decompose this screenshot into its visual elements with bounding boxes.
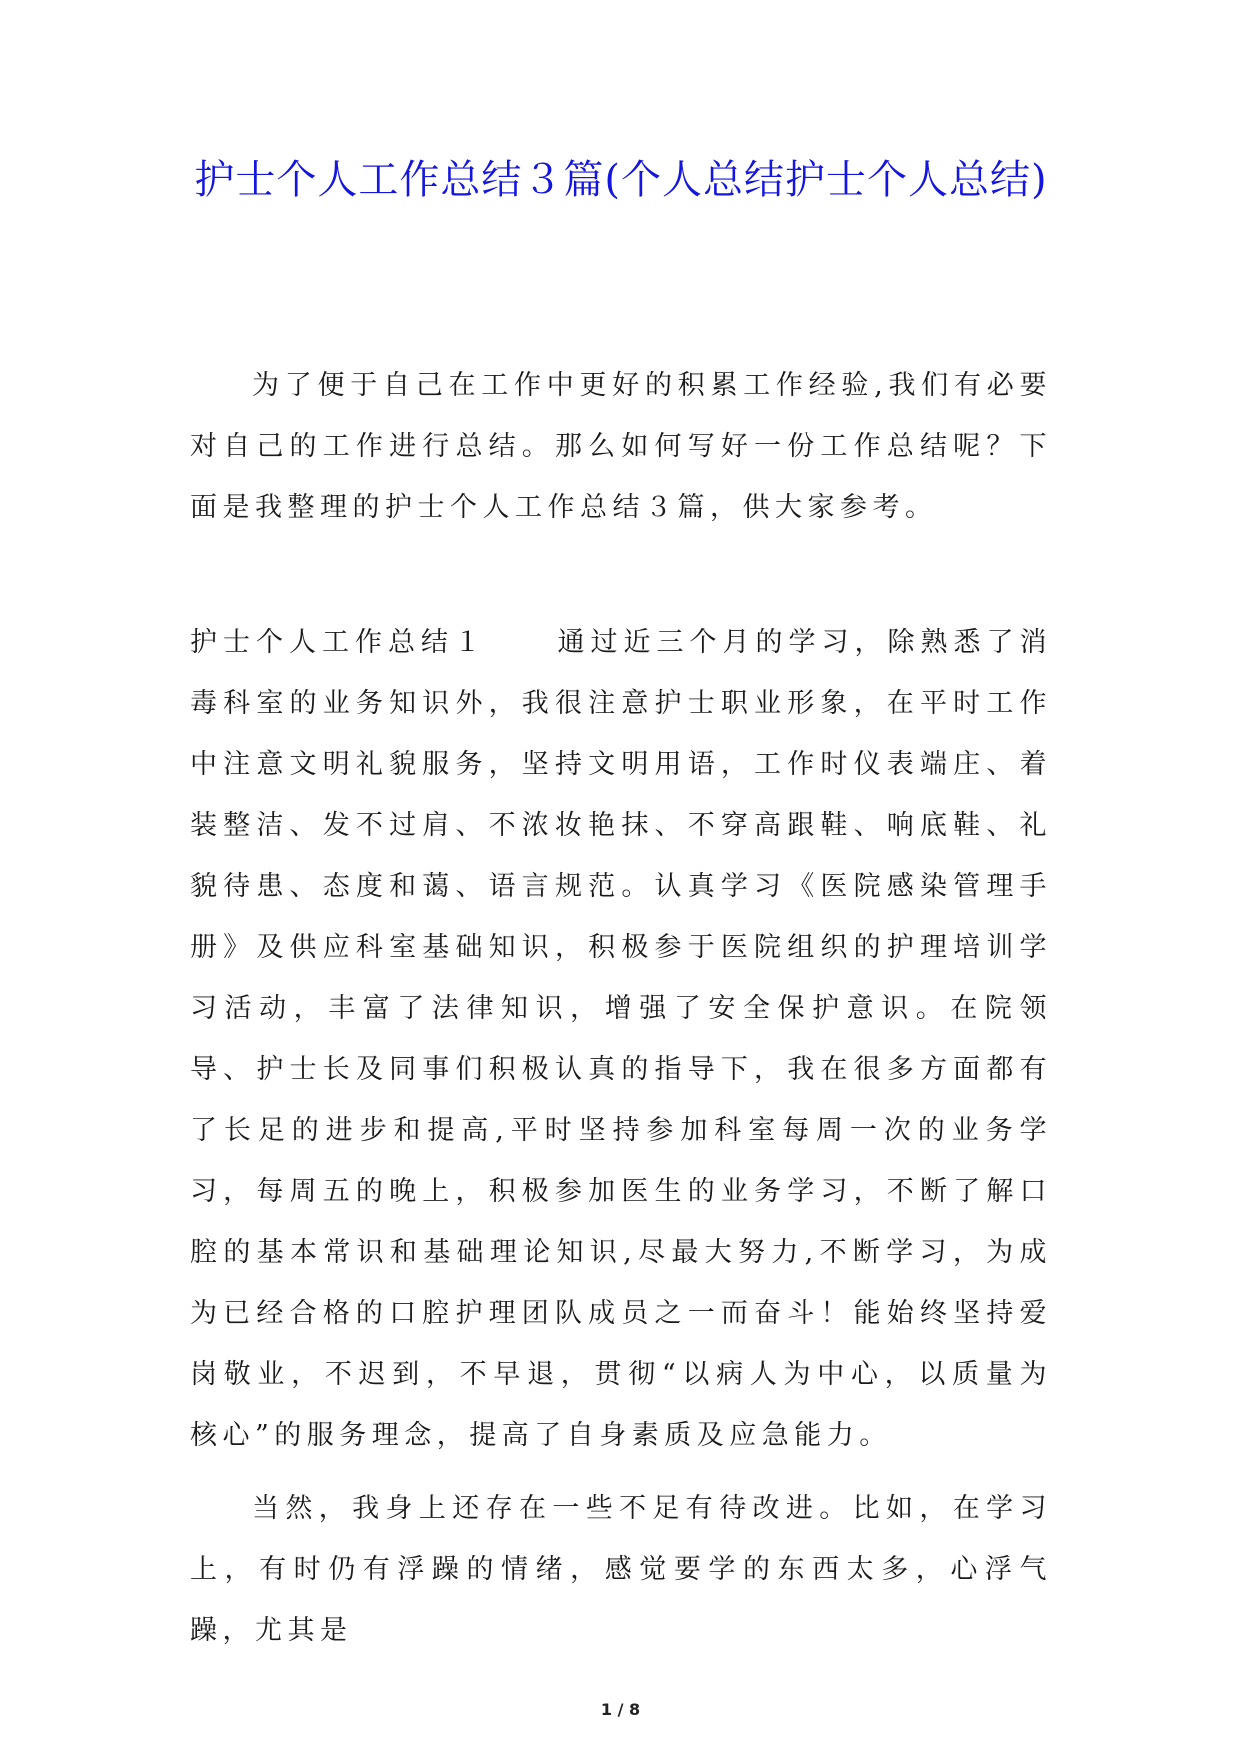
page-number: 1 / 8: [600, 1700, 641, 1719]
document-title: 护士个人工作总结３篇(个人总结护士个人总结): [194, 157, 1048, 203]
section-1-paragraph: [190, 612, 1052, 1466]
section-1-continued-paragraph: 当然，我身上还存在一些不足有待改进。比如，在学习上，有时仍有浮躁的情绪，感觉要学的东西太多，心浮气躁，尤其是: [190, 1493, 1052, 1646]
intro-paragraph: 为了便于自己在工作中更好的积累工作经验,我们有必要对自己的工作进行总结。那么如何写好一份工作总结呢？下面是我整理的护士个人工作总结３篇，供大家参考。: [190, 370, 1052, 523]
section-1-body: 通过近三个月的学习，除熟悉了消毒科室的业务知识外，我很注意护士职业形象，在平时工作中注意文明礼貌服务，坚持文明用语，工作时仪表端庄、着装整洁、发不过肩、不浓妆艳抹、不穿高跟鞋、响底鞋、礼貌待患、态度和蔼、语言规范。认真学习《医院感染管理手册》及供应科室基础知识，积极参于医院组织的护理培训学习活动，丰富了法律知识，增强了安全保护意识。在院领导、护士长及同事们积极认真的指导下，我在很多方面都有了长足的进步和提高,平时坚持参加科室每周一次的业务学习，每周五的晚上，积极参加医生的业务学习，不断了解口腔的基本常识和基础理论知识,尽最大努力,不断学习，为成为已经合格的口腔护理团队成员之一而奋斗！能始终坚持爱岗敬业，不迟到，不早退，贯彻“以病人为中心，以质量为核心”的服务理念，提高了自身素质及应急能力。: [190, 627, 1052, 1451]
section-1-heading: 护士个人工作总结１: [190, 627, 487, 658]
